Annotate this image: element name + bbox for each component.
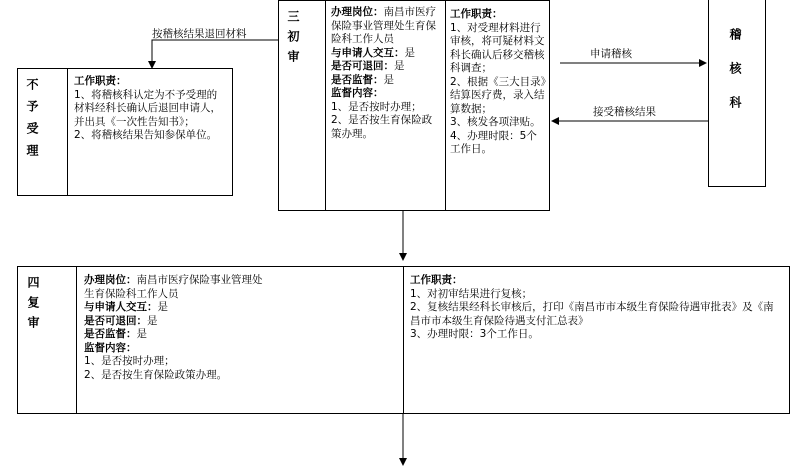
re-returnable-label: 是否可退回：	[84, 314, 147, 327]
initial-duty-2: 2、根据《三大目录》结算医疗费，录入结算数据；	[450, 75, 546, 115]
initial-review-stage-label: 三初审	[286, 10, 300, 70]
audit-box-label: 稽核科	[728, 28, 742, 130]
re-supervised-label: 是否监督：	[84, 328, 137, 340]
re-review-duties	[410, 274, 782, 342]
initial-duty-3: 3、核发各项津贴。	[450, 116, 541, 128]
re-supervision-item-2: 2、是否按生育保险政策办理。	[84, 368, 228, 381]
reject-stage-label: 不予受理	[25, 78, 39, 166]
re-duty-1: 1、对初审结果进行复核；	[410, 287, 533, 300]
return-materials-arrow	[152, 40, 278, 68]
re-post-label: 办理岗位：	[84, 274, 137, 286]
initial-review-divider-1	[325, 0, 326, 211]
initial-supervision-item-2: 2、是否按生育保险政策办理。	[331, 114, 433, 140]
initial-returnable-label: 是否可退回：	[331, 60, 394, 72]
re-interaction-value: 是	[157, 301, 168, 313]
re-review-info	[84, 274, 264, 382]
reject-duty-1: 1、将稽核科认定为不予受理的材料经科长确认后退回申请人，并出具《一次性告知书》；	[74, 88, 221, 128]
reject-box-divider	[67, 68, 68, 196]
re-supervision-title: 监督内容：	[84, 341, 137, 354]
initial-post-value: 南昌市医疗保险事业管理处生育保险科工作人员	[331, 6, 436, 45]
initial-supervision-title: 监督内容：	[331, 87, 384, 99]
re-supervision-item-1: 1、是否按时办理；	[84, 355, 175, 367]
reject-duty-2: 2、将稽核结果告知参保单位。	[74, 129, 218, 141]
initial-duty-4: 4、办理时限：5个工作日。	[450, 129, 537, 155]
apply-audit-label: 申请稽核	[590, 48, 632, 60]
reject-duties-title: 工作职责：	[74, 75, 127, 87]
re-supervised-value: 是	[136, 328, 147, 340]
re-review-stage-label: 四复审	[26, 276, 40, 336]
initial-supervised-label: 是否监督：	[331, 73, 384, 86]
re-review-divider-1	[76, 266, 77, 414]
initial-interaction-label: 与申请人交互：	[331, 46, 405, 59]
initial-post-label: 办理岗位：	[331, 6, 384, 18]
re-interaction-label: 与申请人交互：	[84, 301, 158, 313]
re-duty-2: 2、复核结果经科长审核后，打印《南昌市市本级生育保险待遇审批表》及《南昌市市本级生育保险待遇支付汇总表》	[410, 301, 774, 327]
re-duties-title: 工作职责：	[410, 274, 463, 286]
re-review-divider-2	[403, 266, 404, 414]
initial-returnable-value: 是	[394, 60, 405, 72]
initial-review-info	[331, 6, 441, 141]
receive-audit-label: 接受稽核结果	[593, 106, 656, 118]
re-returnable-value: 是	[147, 314, 158, 327]
re-post-value: 南昌市医疗保险事业管理处生育保险科工作人员	[84, 274, 263, 300]
initial-review-duties	[450, 8, 546, 157]
reject-duties	[74, 75, 226, 143]
initial-review-divider-2	[445, 0, 446, 211]
initial-supervised-value: 是	[383, 73, 394, 86]
initial-duties-title: 工作职责：	[450, 8, 503, 20]
return-materials-label: 按稽核结果退回材料	[152, 28, 247, 40]
re-duty-3: 3、办理时限：3个工作日。	[410, 328, 539, 340]
initial-supervision-item-1: 1、是否按时办理；	[331, 100, 422, 113]
initial-duty-1: 1、对受理材料进行审核，将可疑材料文科长确认后移交稽核科调查；	[450, 21, 545, 74]
initial-interaction-value: 是	[404, 46, 415, 59]
